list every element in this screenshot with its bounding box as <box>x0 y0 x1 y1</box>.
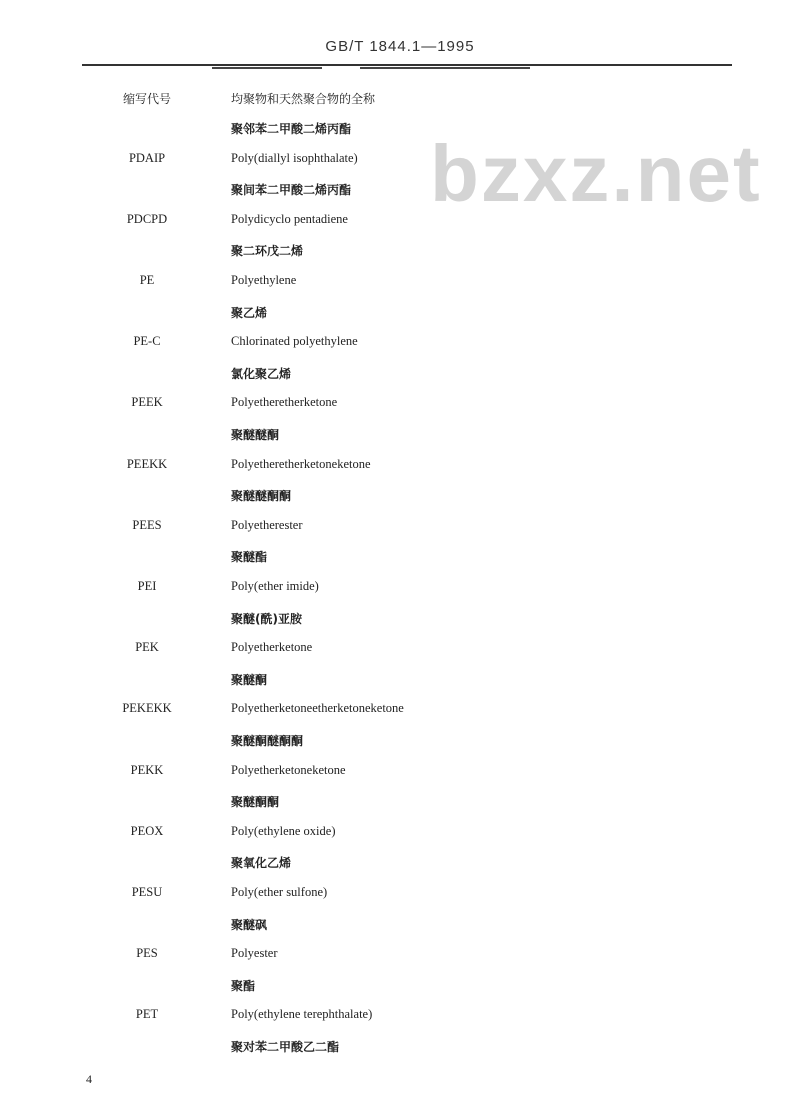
english-name: Polyester <box>231 946 278 961</box>
english-name: Polyetherketone <box>231 640 313 655</box>
header-rule-segment <box>360 67 530 69</box>
english-name: Polyetherketoneetherketoneketone <box>231 701 404 716</box>
abbreviation: PET <box>135 1007 159 1022</box>
list-item <box>0 487 800 509</box>
abbreviation: PES <box>136 946 158 961</box>
chinese-name: 聚醚醚酮 <box>231 428 280 442</box>
list-item <box>0 1038 800 1060</box>
list-item <box>0 671 800 693</box>
chinese-name: 聚酯 <box>231 978 256 993</box>
list-item <box>0 212 800 234</box>
chinese-name: 聚间苯二甲酸二烯丙酯 <box>231 183 352 198</box>
list-item <box>0 426 800 448</box>
list-item <box>0 763 800 785</box>
standard-header: GB/T 1844.1—1995 <box>325 38 475 55</box>
english-name: Polyetherester <box>231 517 303 532</box>
abbreviation: PEES <box>132 517 162 532</box>
list-item <box>0 120 800 142</box>
abbreviation: PEEK <box>131 395 163 410</box>
list-item <box>0 824 800 846</box>
chinese-name: 聚醚酮 <box>231 672 268 687</box>
watermark: bzxz.net <box>430 129 762 218</box>
list-item <box>0 457 800 479</box>
list-item <box>0 548 800 570</box>
list-item <box>0 304 800 326</box>
abbreviation: PE-C <box>133 334 161 349</box>
english-name: Polyetherketoneketone <box>231 762 346 777</box>
list-item <box>0 916 800 938</box>
list-item <box>0 334 800 356</box>
abbreviation: PEOX <box>130 823 164 838</box>
abbreviation: PEI <box>137 579 157 593</box>
header-rule-segment <box>212 67 322 69</box>
abbreviation: PDCPD <box>126 211 168 226</box>
chinese-name: 聚醚酮醚酮酮 <box>231 734 304 748</box>
chinese-name: 聚醚醚酮酮 <box>231 489 292 504</box>
english-name: Poly(ethylene terephthalate) <box>231 1007 373 1022</box>
header-rule <box>82 64 732 66</box>
list-item <box>0 395 800 417</box>
list-item <box>0 242 800 264</box>
chinese-name: 聚乙烯 <box>231 305 268 320</box>
name-column-header: 均聚物和天然聚合物的全称 <box>231 92 376 106</box>
list-item <box>0 1007 800 1029</box>
list-item <box>0 610 800 632</box>
list-item <box>0 854 800 876</box>
english-name: Chlorinated polyethylene <box>231 334 358 349</box>
list-item <box>0 151 800 173</box>
chinese-name: 聚二环戊二烯 <box>231 244 304 259</box>
english-name: Poly(ether imide) <box>231 579 319 593</box>
list-item <box>0 732 800 754</box>
list-item <box>0 946 800 968</box>
abbreviation: PEK <box>135 640 159 655</box>
english-name: Polyetheretherketoneketone <box>231 456 371 471</box>
page-number: 4 <box>86 1072 92 1086</box>
english-name: Polyetheretherketone <box>231 395 338 410</box>
list-item <box>0 365 800 387</box>
english-name: Poly(diallyl isophthalate) <box>231 150 358 165</box>
abbreviation: PEEKK <box>126 456 168 471</box>
chinese-name: 氯化聚乙烯 <box>231 366 292 381</box>
english-name: Poly(ethylene oxide) <box>231 823 336 838</box>
list-item <box>0 793 800 815</box>
chinese-name: 聚醚砜 <box>231 917 268 932</box>
chinese-name: 聚醚(酰)亚胺 <box>231 611 302 626</box>
list-item <box>0 640 800 662</box>
list-item <box>0 273 800 295</box>
english-name: Poly(ether sulfone) <box>231 885 328 899</box>
list-item <box>0 181 800 203</box>
chinese-name: 聚邻苯二甲酸二烯丙酯 <box>231 122 352 136</box>
column-headers <box>0 90 800 112</box>
list-item <box>0 579 800 601</box>
list-item <box>0 518 800 540</box>
chinese-name: 聚氧化乙烯 <box>231 856 292 871</box>
english-name: Polyethylene <box>231 273 297 287</box>
list-item <box>0 977 800 999</box>
chinese-name: 聚醚酯 <box>231 550 268 565</box>
chinese-name: 聚醚酮酮 <box>231 795 280 810</box>
list-item <box>0 885 800 907</box>
abbreviation: PEKK <box>130 762 164 777</box>
abbreviation: PEKEKK <box>122 701 172 716</box>
abbreviation: PE <box>139 273 155 287</box>
abbreviation: PESU <box>131 885 163 899</box>
list-item <box>0 701 800 723</box>
chinese-name: 聚对苯二甲酸乙二酯 <box>231 1040 340 1054</box>
english-name: Polydicyclo pentadiene <box>231 211 348 226</box>
abbr-column-header: 缩写代号 <box>122 92 171 106</box>
abbreviation: PDAIP <box>128 150 166 165</box>
